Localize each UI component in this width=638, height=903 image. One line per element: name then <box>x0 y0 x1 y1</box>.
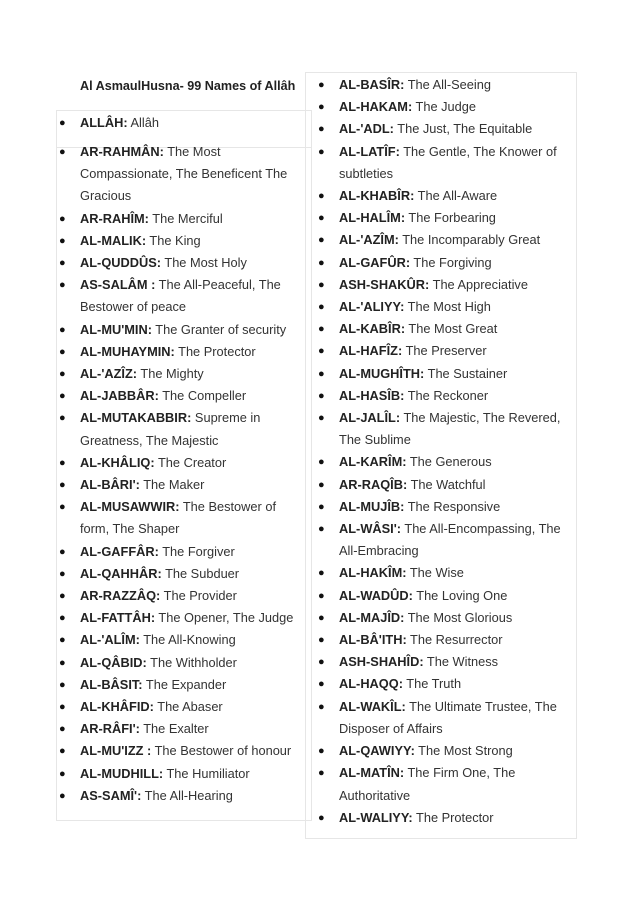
name-label: AL-MAJÎD: <box>339 609 405 625</box>
name-label: AR-RAQÎB: <box>339 476 408 492</box>
list-item <box>59 112 295 134</box>
name-meaning: The Watchful <box>407 476 486 492</box>
name-label: AL-MUJÎB: <box>339 498 405 514</box>
bullet-icon: ● <box>318 567 325 580</box>
name-meaning: Supreme in Greatness, The Majestic <box>80 410 261 448</box>
bullet-icon: ● <box>318 478 325 491</box>
bullet-icon: ● <box>59 412 66 425</box>
name-meaning: The Most Holy <box>161 255 247 271</box>
name-label: ALLÂH: <box>80 115 128 130</box>
list-item <box>318 207 564 229</box>
name-meaning: The Granter of security <box>151 321 287 337</box>
name-meaning: The All-Encompassing, The All-Embracing <box>339 521 561 559</box>
list-item <box>59 563 295 585</box>
list-item <box>318 740 564 762</box>
name-label: AL-MALIK: <box>80 232 147 248</box>
bullet-icon: ● <box>59 279 66 292</box>
list-item <box>59 607 295 629</box>
name-meaning: The Majestic, The Revered, The Sublime <box>339 410 561 448</box>
name-meaning: The Reckoner <box>404 387 489 403</box>
bullet-icon: ● <box>318 212 325 225</box>
name-meaning: The Protector <box>174 343 256 359</box>
name-meaning: The Forgiver <box>158 543 235 559</box>
name-meaning: The All-Peaceful, The Bestower of peace <box>80 277 281 315</box>
name-label: AL-GAFFÂR: <box>80 543 159 559</box>
list-item <box>59 141 295 208</box>
name-label: AL-QUDDÛS: <box>80 255 162 271</box>
name-meaning: The Incomparably Great <box>398 232 541 248</box>
name-meaning: The Expander <box>142 676 227 692</box>
bullet-icon: ● <box>59 456 66 469</box>
bullet-icon: ● <box>318 367 325 380</box>
bullet-icon: ● <box>59 323 66 336</box>
name-label: AL-MU'MIN: <box>80 321 152 337</box>
name-label: AL-MUHAYMIN: <box>80 343 175 359</box>
bullet-icon: ● <box>318 767 325 780</box>
name-label: AL-KHABÎR: <box>339 188 415 204</box>
list-item <box>59 319 295 341</box>
bullet-icon: ● <box>318 456 325 469</box>
bullet-icon: ● <box>318 190 325 203</box>
list-item <box>318 385 564 407</box>
bullet-icon: ● <box>59 545 66 558</box>
list-item <box>59 496 295 540</box>
name-label: AR-RAHMÂN: <box>80 144 164 159</box>
bullet-icon: ● <box>59 368 66 381</box>
name-label: AL-JALÎL: <box>339 410 401 426</box>
name-meaning: The Witness <box>423 654 499 670</box>
list-item <box>59 341 295 363</box>
page-title: Al AsmaulHusna- 99 Names of Allâh <box>80 79 296 93</box>
name-label: AR-RAHÎM: <box>80 210 149 226</box>
name-meaning: The Firm One, The Authoritative <box>339 765 516 803</box>
list-item <box>318 74 564 96</box>
name-label: AL-BÂRI': <box>80 477 140 493</box>
name-meaning: The Sustainer <box>424 365 508 381</box>
name-label: AL-MUDHILL: <box>80 765 164 781</box>
list-item <box>318 340 564 362</box>
bullet-icon: ● <box>59 234 66 247</box>
name-meaning: The Generous <box>406 454 492 470</box>
bullet-icon: ● <box>59 501 66 514</box>
bullet-icon: ● <box>318 678 325 691</box>
bullet-icon: ● <box>318 234 325 247</box>
bullet-icon: ● <box>59 634 66 647</box>
list-item <box>318 762 564 806</box>
bullet-icon: ● <box>59 745 66 758</box>
bullet-icon: ● <box>59 257 66 270</box>
list-item <box>59 763 295 785</box>
list-item <box>318 807 564 829</box>
name-meaning: The Most Strong <box>414 743 513 759</box>
list-item <box>318 562 564 584</box>
name-meaning: The Bestower of honour <box>151 743 292 759</box>
bullet-icon: ● <box>318 123 325 136</box>
list-item <box>59 629 295 651</box>
name-label: AL-'ALÎM: <box>80 632 140 648</box>
name-label: AL-QÂBID: <box>80 654 147 670</box>
bullet-icon: ● <box>318 256 325 269</box>
name-meaning: The Most High <box>404 299 491 315</box>
bullet-icon: ● <box>59 656 66 669</box>
list-item <box>318 229 564 251</box>
name-label: AS-SAMÎ': <box>80 787 142 803</box>
right-names-list <box>318 74 564 829</box>
bullet-icon: ● <box>318 323 325 336</box>
name-meaning: Allâh <box>127 115 159 130</box>
name-meaning: The Truth <box>402 676 462 692</box>
name-meaning: The All-Hearing <box>141 787 233 803</box>
list-item <box>318 274 564 296</box>
name-meaning: The Most Glorious <box>404 609 513 625</box>
list-item <box>318 673 564 695</box>
list-item <box>318 607 564 629</box>
name-label: ASH-SHAHÎD: <box>339 654 424 670</box>
name-label: AL-MUTAKABBIR: <box>80 410 192 426</box>
bullet-icon: ● <box>59 212 66 225</box>
name-label: AL-'AZÎM: <box>339 232 399 248</box>
bullet-icon: ● <box>59 146 66 158</box>
name-meaning: The Resurrector <box>406 632 503 648</box>
name-label: AL-QAHHÂR: <box>80 565 162 581</box>
list-item <box>59 230 295 252</box>
list-item <box>59 407 295 451</box>
name-meaning: The Maker <box>139 477 205 493</box>
name-label: AL-'ADL: <box>339 121 394 137</box>
bullet-icon: ● <box>318 79 325 91</box>
name-label: AR-RÂFI': <box>80 721 140 737</box>
name-label: AL-WÂSI': <box>339 521 402 537</box>
bullet-icon: ● <box>59 789 66 802</box>
bullet-icon: ● <box>318 811 325 824</box>
bullet-icon: ● <box>59 567 66 580</box>
name-label: AL-MUGHÎTH: <box>339 365 425 381</box>
list-item <box>318 696 564 740</box>
name-meaning: The Creator <box>154 454 227 470</box>
list-item <box>318 141 564 185</box>
bullet-icon: ● <box>318 101 325 114</box>
name-meaning: The Compeller <box>158 388 247 404</box>
name-meaning: The Provider <box>160 588 237 604</box>
list-item <box>318 96 564 118</box>
name-label: AL-HAFÎZ: <box>339 343 403 359</box>
name-meaning: The Opener, The Judge <box>155 610 294 626</box>
name-meaning: The Forbearing <box>405 210 496 226</box>
name-label: AL-WALIYY: <box>339 809 413 825</box>
bullet-icon: ● <box>59 345 66 358</box>
name-meaning: The Protector <box>412 809 494 825</box>
list-item <box>59 674 295 696</box>
name-label: AL-FATTÂH: <box>80 610 156 626</box>
bullet-icon: ● <box>59 390 66 403</box>
name-label: AR-RAZZÂQ: <box>80 588 161 604</box>
name-meaning: The All-Knowing <box>139 632 236 648</box>
bullet-icon: ● <box>318 500 325 513</box>
name-meaning: The Judge <box>412 99 477 115</box>
name-meaning: The Wise <box>406 565 464 581</box>
bullet-icon: ● <box>318 611 325 624</box>
name-meaning: The Just, The Equitable <box>393 121 533 137</box>
name-meaning: The Preserver <box>402 343 487 359</box>
name-label: AL-HALÎM: <box>339 210 406 226</box>
bullet-icon: ● <box>318 634 325 647</box>
list-item <box>59 585 295 607</box>
name-label: AL-HASÎB: <box>339 387 405 403</box>
bullet-icon: ● <box>318 656 325 669</box>
list-item <box>59 274 295 318</box>
bullet-icon: ● <box>318 745 325 758</box>
bullet-icon: ● <box>59 479 66 492</box>
name-label: AL-KHÂFID: <box>80 699 154 715</box>
bullet-icon: ● <box>59 723 66 736</box>
list-item <box>318 518 564 562</box>
name-label: AL-KARÎM: <box>339 454 407 470</box>
name-label: AL-'AZÎZ: <box>80 366 138 382</box>
first-name-list <box>59 112 295 134</box>
name-meaning: The All-Aware <box>414 188 498 204</box>
name-meaning: The Withholder <box>146 654 237 670</box>
list-item <box>318 296 564 318</box>
name-label: AL-WADÛD: <box>339 587 413 603</box>
name-label: AS-SALÂM : <box>80 277 156 293</box>
list-item <box>318 629 564 651</box>
list-item <box>59 452 295 474</box>
bullet-icon: ● <box>318 412 325 425</box>
name-label: ASH-SHAKÛR: <box>339 276 430 292</box>
list-item <box>59 541 295 563</box>
list-item <box>318 585 564 607</box>
name-label: AL-KHÂLIQ: <box>80 454 155 470</box>
list-item <box>318 474 564 496</box>
name-label: AL-LATÎF: <box>339 143 400 159</box>
name-label: AL-MUSAWWIR: <box>80 499 180 515</box>
name-meaning: The Appreciative <box>429 276 528 292</box>
name-meaning: The Humiliator <box>163 765 250 781</box>
bullet-icon: ● <box>59 590 66 603</box>
list-item <box>59 718 295 740</box>
bullet-icon: ● <box>59 117 66 129</box>
list-item <box>318 363 564 385</box>
bullet-icon: ● <box>318 589 325 602</box>
list-item <box>318 407 564 451</box>
name-meaning: The Exalter <box>139 721 209 737</box>
list-item <box>59 363 295 385</box>
bullet-icon: ● <box>318 345 325 358</box>
name-label: AL-HAKÎM: <box>339 565 407 581</box>
name-label: AL-WAKÎL: <box>339 698 406 714</box>
name-label: AL-HAKAM: <box>339 99 413 115</box>
name-label: AL-'ALIYY: <box>339 299 405 315</box>
bullet-icon: ● <box>59 678 66 691</box>
bullet-icon: ● <box>318 278 325 291</box>
name-label: AL-HAQQ: <box>339 676 403 692</box>
list-item <box>59 474 295 496</box>
name-label: AL-MATÎN: <box>339 765 405 781</box>
list-item <box>59 740 295 762</box>
list-item <box>59 696 295 718</box>
name-meaning: The Most Compassionate, The Beneficent The Gracious <box>80 144 288 204</box>
bullet-icon: ● <box>318 389 325 402</box>
bullet-icon: ● <box>318 145 325 158</box>
list-item <box>318 318 564 340</box>
list-item <box>59 652 295 674</box>
bullet-icon: ● <box>59 701 66 714</box>
list-item <box>59 385 295 407</box>
name-meaning: The Ultimate Trustee, The Disposer of Affairs <box>339 698 557 736</box>
list-item <box>59 252 295 274</box>
name-label: AL-QAWIYY: <box>339 743 415 759</box>
name-meaning: The Forgiving <box>410 254 492 270</box>
name-meaning: The Abaser <box>153 699 223 715</box>
list-item <box>318 651 564 673</box>
bullet-icon: ● <box>318 523 325 536</box>
name-meaning: The Subduer <box>161 565 240 581</box>
name-meaning: The Responsive <box>404 498 501 514</box>
list-item <box>318 252 564 274</box>
name-label: AL-BÂ'ITH: <box>339 632 407 648</box>
name-meaning: The Mighty <box>137 366 204 382</box>
list-item <box>318 451 564 473</box>
left-names-list <box>59 141 295 807</box>
name-label: AL-BASÎR: <box>339 77 405 92</box>
name-meaning: The Gentle, The Knower of subtleties <box>339 143 557 181</box>
name-meaning: The Bestower of form, The Shaper <box>80 499 277 537</box>
list-item <box>318 185 564 207</box>
name-meaning: The Loving One <box>412 587 508 603</box>
name-label: AL-MU'IZZ : <box>80 743 152 759</box>
name-label: AL-GAFÛR: <box>339 254 411 270</box>
name-meaning: The King <box>146 232 201 248</box>
bullet-icon: ● <box>318 301 325 314</box>
list-item <box>59 208 295 230</box>
bullet-icon: ● <box>59 612 66 625</box>
name-label: AL-KABÎR: <box>339 321 406 337</box>
name-label: AL-BÂSIT: <box>80 676 143 692</box>
bullet-icon: ● <box>318 700 325 713</box>
list-item <box>318 496 564 518</box>
name-meaning: The Merciful <box>148 210 223 226</box>
list-item <box>318 118 564 140</box>
name-meaning: The All-Seeing <box>404 77 491 92</box>
name-meaning: The Most Great <box>405 321 498 337</box>
name-label: AL-JABBÂR: <box>80 388 159 404</box>
list-item <box>59 785 295 807</box>
bullet-icon: ● <box>59 767 66 780</box>
